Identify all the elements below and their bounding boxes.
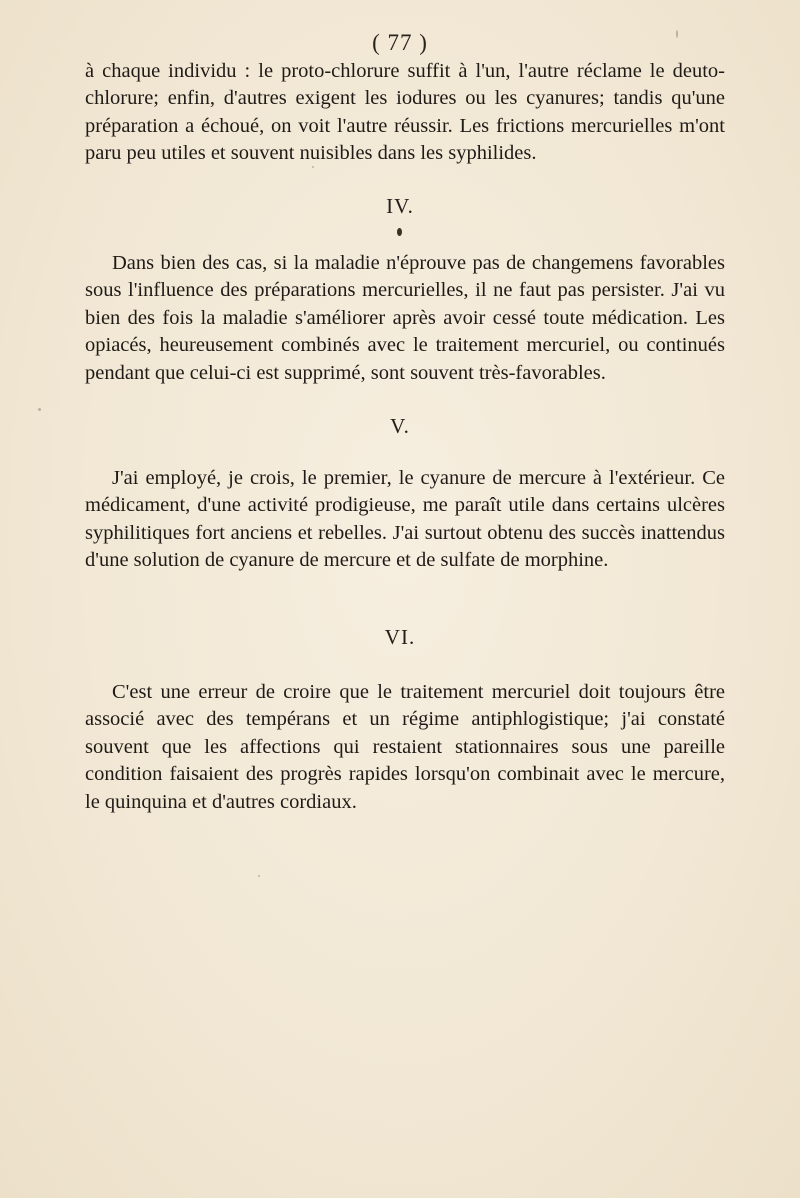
paper-speck xyxy=(38,408,41,411)
page-number: ( 77 ) xyxy=(372,30,428,55)
section-iv-paragraph xyxy=(85,250,725,387)
section-heading-iv: IV. xyxy=(386,194,414,218)
intro-paragraph xyxy=(85,58,725,168)
section-v-paragraph xyxy=(85,465,725,575)
section-heading-vi: VI. xyxy=(384,625,416,649)
section-v-text: J'ai employé, je crois, le premier, le cyanure de mercure à l'extérieur. Ce médicament, d'une activité prodigieuse, me paraît utile dans certains ulcères syphilitiques fort anciens et rebelles. J'ai surtout obtenu des succès inattendus d'une solution de cyanure de mercure et de sulfate de morphine. xyxy=(85,467,725,572)
paper-speck xyxy=(312,166,314,168)
intro-text: à chaque individu : le proto-chlorure suffit à l'un, l'autre réclame le deuto-chlorure; enfin, d'autres exigent les iodures ou les cyanures; tandis qu'une préparation a échoué, on voit l'autre réussir. Les frictions mercurielles m'ont paru peu utiles et souvent nuisibles dans les syphilides. xyxy=(85,60,725,165)
paper-speck xyxy=(676,30,678,38)
ornament-dot xyxy=(397,228,402,236)
section-iv-text: Dans bien des cas, si la maladie n'éprouve pas de changemens favorables sous l'influence des préparations mercurielles, il ne faut pas persister. J'ai vu bien des fois la maladie s'améliorer après avoir cessé toute médication. Les opiacés, heureusement combinés avec le traitement mercuriel, ou continués pendant que celui-ci est supprimé, sont souvent très-favorables. xyxy=(85,252,725,384)
section-vi-text: C'est une erreur de croire que le traitement mercuriel doit toujours être associé avec des tempérans et un régime antiphlogistique; j'ai constaté souvent que les affections qui restaient stationnaires sous une pareille condition faisaient des progrès rapides lorsqu'on combinait avec le mercure, le quinquina et d'autres cordiaux. xyxy=(85,681,725,813)
section-vi-paragraph xyxy=(85,679,725,816)
paper-speck xyxy=(258,875,260,877)
section-heading-v: V. xyxy=(390,414,410,438)
